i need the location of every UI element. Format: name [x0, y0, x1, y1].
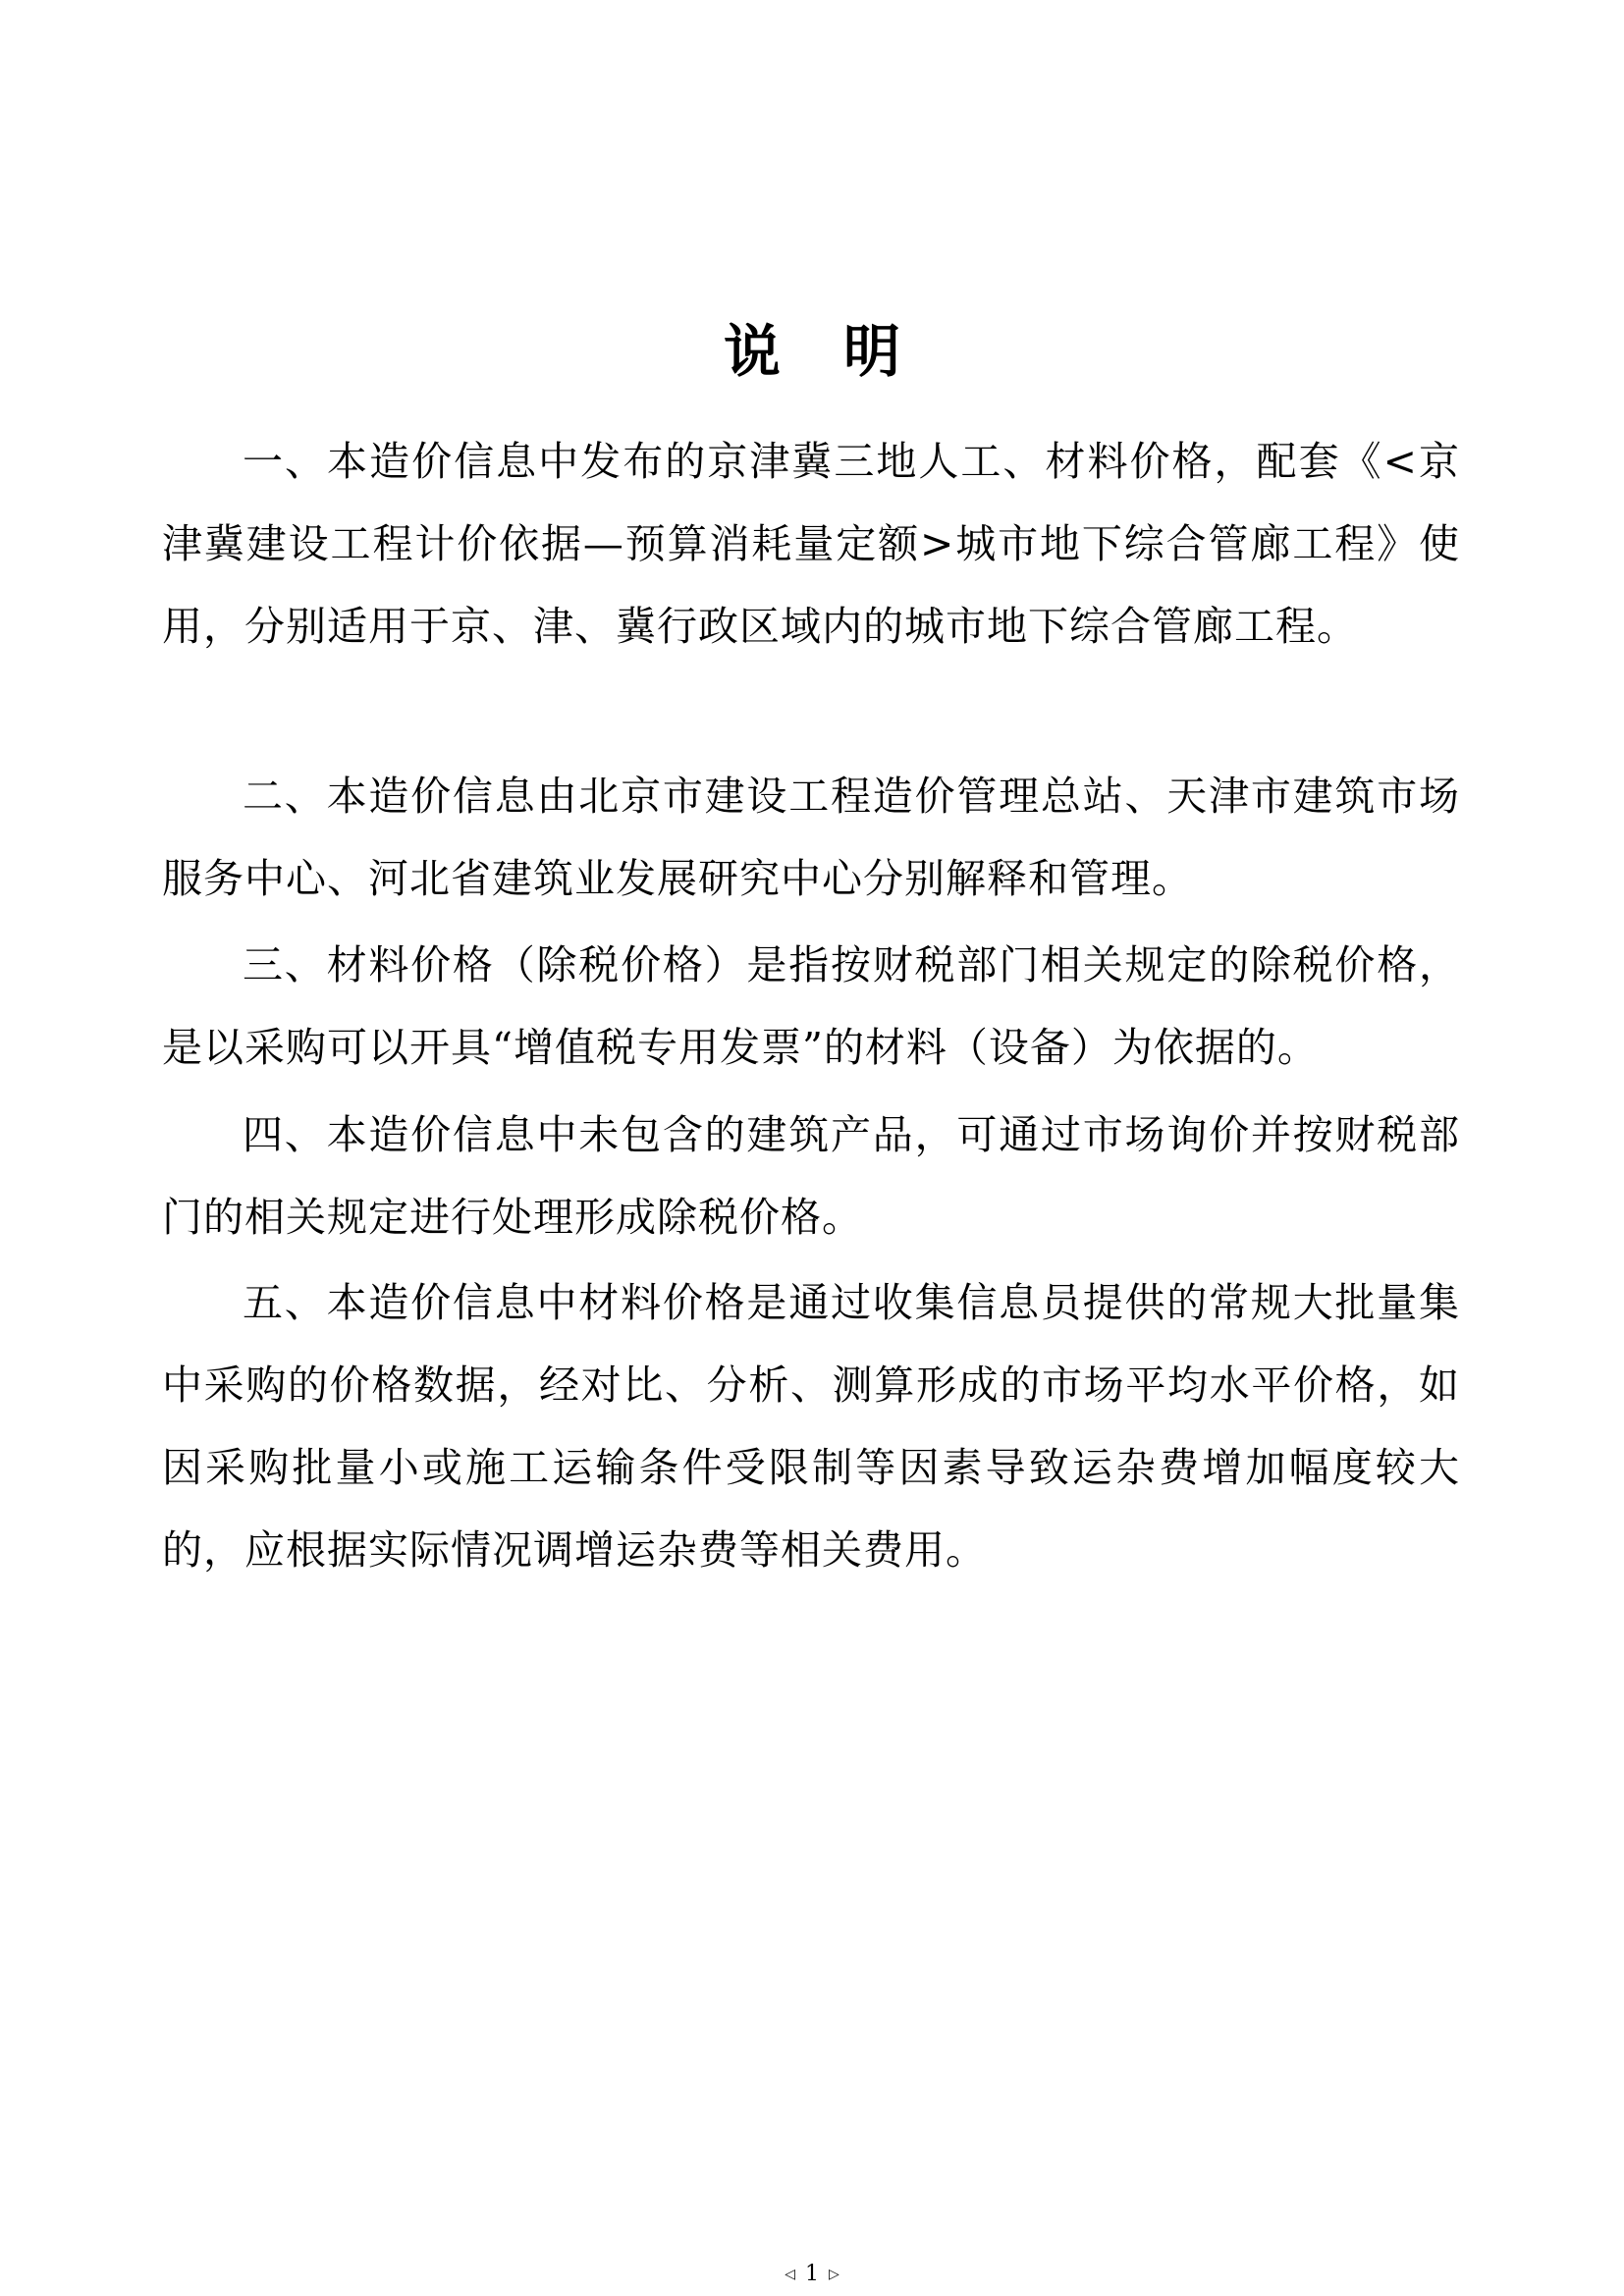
- page-title: 说明: [723, 318, 963, 385]
- page-number: 1: [805, 2262, 819, 2286]
- paragraph-5: [162, 1261, 1460, 1591]
- page-footer: [0, 2262, 1624, 2287]
- paragraph-4-text: 四、本造价信息中未包含的建筑产品，可通过市场询价并按财税部门的相关规定进行处理形成除税价格。: [162, 1111, 1460, 1241]
- paragraph-3-text: 三、材料价格（除税价格）是指按财税部门相关规定的除税价格，是以采购可以开具“增值税专用发票”的材料（设备）为依据的。: [162, 941, 1460, 1071]
- paragraph-2: [162, 755, 1460, 920]
- paragraph-3: [162, 924, 1460, 1089]
- triangle-right-icon: ▷: [829, 2267, 839, 2282]
- paragraph-2-text: 二、本造价信息由北京市建设工程造价管理总站、天津市建筑市场服务中心、河北省建筑业发展研究中心分别解释和管理。: [162, 773, 1460, 902]
- paragraph-4: [162, 1094, 1460, 1258]
- paragraph-1-text: 一、本造价信息中发布的京津冀三地人工、材料价格，配套《<京津冀建设工程计价依据—预算消耗量定额>城市地下综合管廊工程》使用，分别适用于京、津、冀行政区域内的城市地下综合管廊工程。: [162, 438, 1460, 650]
- paragraph-1: [162, 420, 1460, 667]
- triangle-left-icon: ◁: [785, 2267, 795, 2282]
- paragraph-5-text: 五、本造价信息中材料价格是通过收集信息员提供的常规大批量集中采购的价格数据，经对比、分析、测算形成的市场平均水平价格，如因采购批量小或施工运输条件受限制等因素导致运杂费增加幅度较大的，应根据实际情况调增运杂费等相关费用。: [162, 1279, 1460, 1574]
